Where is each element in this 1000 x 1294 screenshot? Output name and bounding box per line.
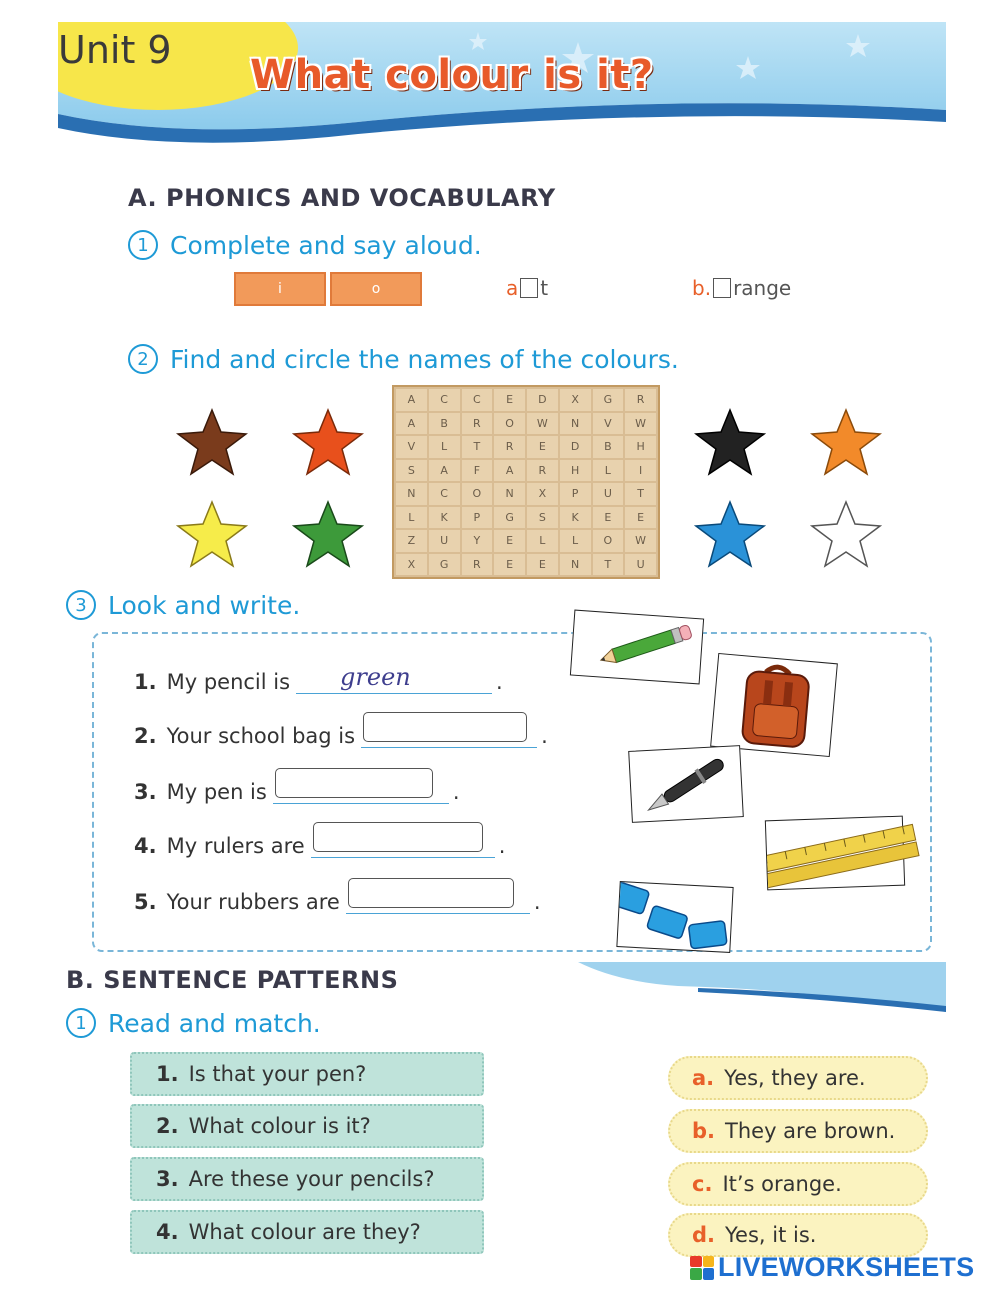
grid-cell[interactable]: F: [462, 460, 493, 482]
given-answer: green: [340, 663, 411, 691]
grid-cell[interactable]: P: [462, 507, 493, 529]
star-shape: [294, 502, 362, 566]
write-item-4: [134, 828, 505, 858]
grid-cell[interactable]: E: [593, 507, 624, 529]
grid-cell[interactable]: N: [396, 483, 427, 505]
grid-cell[interactable]: O: [494, 413, 525, 435]
item-text: My pen is: [166, 780, 267, 804]
grid-cell[interactable]: B: [429, 413, 460, 435]
grid-cell[interactable]: A: [494, 460, 525, 482]
grid-cell[interactable]: R: [462, 413, 493, 435]
question-number: 3.: [156, 1167, 179, 1191]
grid-cell[interactable]: V: [593, 413, 624, 435]
answer-line: [273, 774, 449, 804]
pencil-picture: [570, 610, 704, 685]
answer-letter: d.: [692, 1223, 716, 1247]
item-text: My pencil is: [166, 670, 291, 694]
grid-cell[interactable]: X: [396, 554, 427, 576]
grid-cell[interactable]: N: [560, 554, 591, 576]
exercise-number: 1: [128, 230, 158, 260]
answer-text: They are brown.: [725, 1119, 896, 1143]
answer-letter: b.: [692, 1119, 716, 1143]
letter-tiles: [234, 272, 422, 306]
pen-picture: [628, 745, 744, 823]
exercise-a1-title: [128, 230, 482, 260]
grid-cell[interactable]: E: [494, 389, 525, 411]
exercise-instruction: Complete and say aloud.: [170, 230, 482, 260]
green-star-icon: [292, 500, 364, 568]
pencil-icon: [571, 611, 705, 686]
grid-cell[interactable]: D: [560, 436, 591, 458]
answer-letter: c.: [692, 1172, 713, 1196]
answer-line: [296, 664, 492, 694]
answer-input-2[interactable]: [363, 712, 527, 742]
liveworksheets-footer: [690, 1252, 974, 1283]
write-item-2: [134, 718, 548, 748]
exercise-instruction: Find and circle the names of the colours.: [170, 344, 679, 374]
grid-cell[interactable]: R: [462, 554, 493, 576]
end-mark: .: [496, 670, 503, 694]
answer-line: [361, 718, 537, 748]
grid-cell[interactable]: K: [429, 507, 460, 529]
answer-line: [346, 884, 530, 914]
ruler-icon: [766, 816, 928, 892]
grid-cell[interactable]: G: [494, 507, 525, 529]
grid-cell[interactable]: H: [625, 436, 656, 458]
write-item-5: [134, 884, 541, 914]
grid-cell[interactable]: O: [462, 483, 493, 505]
grid-cell[interactable]: L: [593, 460, 624, 482]
exercise-number: 1: [66, 1008, 96, 1038]
grid-cell[interactable]: W: [527, 413, 558, 435]
end-mark: .: [541, 724, 548, 748]
match-answer-d[interactable]: [668, 1213, 928, 1257]
grid-cell[interactable]: U: [593, 483, 624, 505]
grid-cell[interactable]: S: [396, 460, 427, 482]
exercise-instruction: Read and match.: [108, 1008, 321, 1038]
item-number: 1.: [134, 670, 157, 694]
grid-cell[interactable]: T: [462, 436, 493, 458]
exercise-number: 3: [66, 590, 96, 620]
answer-line: [311, 828, 495, 858]
match-question-2[interactable]: [130, 1104, 484, 1148]
grid-cell[interactable]: B: [593, 436, 624, 458]
school-bag-picture: [710, 653, 838, 757]
star-shape: [696, 410, 764, 474]
letter-tile-o[interactable]: o: [330, 272, 422, 306]
item-number: 3.: [134, 780, 157, 804]
answer-input-5[interactable]: [348, 878, 514, 908]
star-shape: [178, 502, 246, 566]
rubber-icon: [617, 882, 760, 959]
grid-cell[interactable]: E: [494, 554, 525, 576]
match-answer-b[interactable]: [668, 1109, 928, 1153]
match-question-4[interactable]: [130, 1210, 484, 1254]
match-answer-c[interactable]: [668, 1162, 928, 1206]
exercise-a3-title: [66, 590, 300, 620]
match-question-3[interactable]: [130, 1157, 484, 1201]
answer-letter: a.: [692, 1066, 715, 1090]
write-item-3: [134, 774, 460, 804]
grid-cell[interactable]: A: [396, 413, 427, 435]
grid-cell[interactable]: A: [396, 389, 427, 411]
exercise-a2-title: [128, 344, 679, 374]
grid-cell[interactable]: U: [625, 554, 656, 576]
end-mark: .: [452, 780, 460, 804]
grid-cell[interactable]: L: [396, 507, 427, 529]
answer-text: It’s orange.: [722, 1172, 842, 1196]
grid-cell[interactable]: G: [593, 389, 624, 411]
star-shape: [178, 410, 246, 474]
grid-cell[interactable]: R: [625, 389, 656, 411]
question-text: Are these your pencils?: [188, 1167, 435, 1191]
grid-cell[interactable]: Z: [396, 530, 427, 552]
item-text: Your rubbers are: [166, 890, 340, 914]
word-b: [692, 276, 791, 300]
match-question-1[interactable]: [130, 1052, 484, 1096]
section-a-title: A. PHONICS AND VOCABULARY: [128, 184, 556, 212]
grid-cell[interactable]: P: [560, 483, 591, 505]
answer-text: Yes, it is.: [725, 1223, 817, 1247]
write-item-1: [134, 664, 503, 694]
word-b-blank[interactable]: [713, 278, 731, 298]
letter-tile-i[interactable]: i: [234, 272, 326, 306]
grid-cell[interactable]: W: [625, 413, 656, 435]
exercise-instruction: Look and write.: [108, 590, 301, 620]
grid-cell[interactable]: W: [625, 530, 656, 552]
school-bag-icon: [711, 654, 839, 758]
grid-cell[interactable]: E: [625, 507, 656, 529]
liveworksheets-logo-icon: [690, 1256, 714, 1280]
grid-cell[interactable]: D: [527, 389, 558, 411]
word-a-rest: t: [540, 276, 549, 300]
rubbers-picture: [616, 881, 733, 953]
star-shape: [294, 410, 362, 474]
grid-cell[interactable]: O: [593, 530, 624, 552]
grid-cell[interactable]: C: [462, 389, 493, 411]
blue-star-icon: [694, 500, 766, 568]
grid-cell[interactable]: I: [625, 460, 656, 482]
match-answer-a[interactable]: [668, 1056, 928, 1100]
question-number: 1.: [156, 1062, 179, 1086]
yellow-star-icon: [176, 500, 248, 568]
question-text: What colour is it?: [188, 1114, 371, 1138]
grid-cell[interactable]: H: [560, 460, 591, 482]
footer-brand: LIVEWORKSHEETS: [718, 1252, 975, 1282]
question-number: 2.: [156, 1114, 179, 1138]
grid-cell[interactable]: Y: [462, 530, 493, 552]
black-star-icon: [694, 408, 766, 476]
answer-input-4[interactable]: [313, 822, 483, 852]
answer-input-3[interactable]: [275, 768, 433, 798]
grid-cell[interactable]: N: [560, 413, 591, 435]
red-star-icon: [292, 408, 364, 476]
grid-cell[interactable]: R: [494, 436, 525, 458]
word-search-grid[interactable]: [392, 385, 660, 579]
item-number: 4.: [134, 834, 157, 858]
orange-star-icon: [810, 408, 882, 476]
rulers-picture: [765, 816, 905, 891]
section-b-title: B. SENTENCE PATTERNS: [66, 966, 399, 994]
brown-star-icon: [176, 408, 248, 476]
word-a-blank[interactable]: [520, 278, 538, 298]
grid-cell[interactable]: V: [396, 436, 427, 458]
question-text: What colour are they?: [188, 1220, 421, 1244]
question-number: 4.: [156, 1220, 179, 1244]
word-a: [506, 276, 548, 300]
end-mark: .: [498, 834, 506, 858]
grid-cell[interactable]: N: [494, 483, 525, 505]
question-text: Is that your pen?: [188, 1062, 367, 1086]
star-shape: [812, 502, 880, 566]
grid-cell[interactable]: C: [429, 389, 460, 411]
grid-cell[interactable]: C: [429, 483, 460, 505]
exercise-b1-title: [66, 1008, 321, 1038]
grid-cell[interactable]: L: [527, 530, 558, 552]
grid-cell[interactable]: K: [560, 507, 591, 529]
grid-cell[interactable]: T: [625, 483, 656, 505]
item-text: My rulers are: [166, 834, 305, 858]
unit-label: Unit 9: [58, 28, 172, 72]
item-text: Your school bag is: [166, 724, 356, 748]
grid-cell[interactable]: E: [494, 530, 525, 552]
grid-cell[interactable]: A: [429, 460, 460, 482]
star-shape: [696, 502, 764, 566]
grid-cell[interactable]: R: [527, 460, 558, 482]
star-shape: [812, 410, 880, 474]
grid-cell[interactable]: E: [527, 436, 558, 458]
word-b-rest: range: [733, 276, 792, 300]
white-star-icon: [810, 500, 882, 568]
word-a-label: a: [506, 276, 519, 300]
grid-cell[interactable]: U: [429, 530, 460, 552]
grid-cell[interactable]: T: [593, 554, 624, 576]
grid-cell[interactable]: L: [560, 530, 591, 552]
page-title: What colour is it?: [250, 52, 654, 98]
item-number: 2.: [134, 724, 157, 748]
word-b-label: b.: [692, 276, 712, 300]
item-number: 5.: [134, 890, 157, 914]
grid-cell[interactable]: G: [429, 554, 460, 576]
pen-icon: [629, 746, 745, 824]
grid-cell[interactable]: X: [560, 389, 591, 411]
answer-text: Yes, they are.: [724, 1066, 866, 1090]
grid-cell[interactable]: L: [429, 436, 460, 458]
grid-cell[interactable]: S: [527, 507, 558, 529]
grid-cell[interactable]: E: [527, 554, 558, 576]
grid-cell[interactable]: X: [527, 483, 558, 505]
exercise-number: 2: [128, 344, 158, 374]
end-mark: .: [533, 890, 541, 914]
